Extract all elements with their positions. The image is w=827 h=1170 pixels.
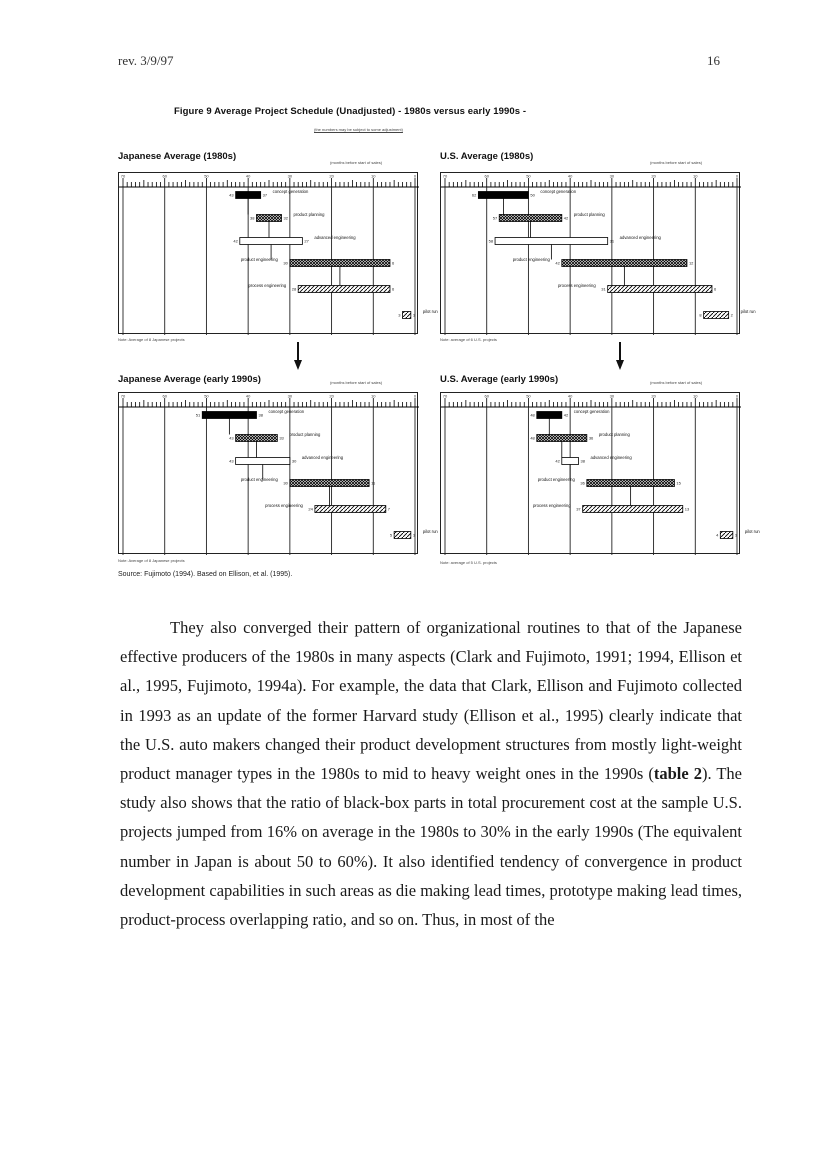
- panel-note-jp-1980s: Note: Average of 8 Japanese projects: [118, 337, 185, 342]
- bar-activity-label: pilot run: [740, 309, 756, 314]
- bar-end-value: 42: [563, 215, 569, 221]
- bar-end-value: 1: [412, 532, 416, 538]
- bar-start-value: 36: [580, 480, 585, 486]
- bar-end-value: 37: [262, 192, 268, 198]
- panel-subtitle-us-1980s: (months before start of sales): [650, 160, 703, 165]
- bar-start-value: 51: [195, 412, 201, 418]
- axis-tick-label: 60: [162, 393, 167, 399]
- bar-end-value: 13: [684, 506, 690, 512]
- axis-tick-label: 70: [120, 173, 126, 179]
- schedule-bar: [256, 215, 281, 222]
- bar-activity-label: pilot run: [422, 529, 438, 534]
- bar-end-value: 30: [291, 458, 297, 464]
- axis-tick-label: 10: [371, 393, 376, 399]
- bar-activity-label: concept generation: [573, 409, 610, 414]
- axis-tick-label: 0: [735, 173, 739, 179]
- schedule-bar: [236, 192, 261, 199]
- axis-tick-label: 60: [484, 393, 489, 399]
- schedule-chart-svg: [119, 173, 438, 335]
- schedule-bar: [583, 506, 683, 513]
- bar-start-value: 58: [488, 238, 494, 244]
- panel-note-us-1980s: Note: average of 6 U.S. projects: [440, 337, 497, 342]
- bar-end-value: 6: [391, 286, 395, 292]
- bar-start-value: 30: [283, 480, 288, 486]
- axis-tick-label: 40: [567, 393, 573, 399]
- axis-tick-label: 70: [442, 173, 448, 179]
- bar-start-value: 42: [233, 238, 238, 244]
- schedule-chart-us-1990s: [440, 392, 760, 554]
- axis-tick-label: 70: [120, 393, 126, 399]
- body-paragraph: [120, 613, 742, 934]
- bar-activity-label: product engineering: [537, 477, 575, 482]
- panel-note-us-1990s: Note: average of 5 U.S. projects: [440, 560, 497, 565]
- bar-activity-label: product planning: [289, 432, 321, 437]
- bar-start-value: 37: [576, 506, 581, 512]
- bar-activity-label: product planning: [573, 212, 605, 217]
- axis-tick-label: 0: [735, 393, 739, 399]
- axis-tick-label: 30: [287, 393, 293, 399]
- bar-end-value: 31: [609, 238, 615, 244]
- panel-subtitle-us-1990s: (months before start of sales): [650, 380, 703, 385]
- panel-title-us-1990s: U.S. Average (early 1990s): [440, 374, 559, 385]
- bar-start-value: 38: [250, 215, 255, 221]
- axis-tick-label: 50: [204, 173, 209, 179]
- bar-start-value: 4: [716, 532, 719, 538]
- schedule-bar: [499, 215, 562, 222]
- bar-activity-label: pilot run: [744, 529, 760, 534]
- panel-subtitle-jp-1980s: (months before start of sales): [330, 160, 383, 165]
- bar-activity-label: product engineering: [240, 477, 278, 482]
- panel-title-us-1980s: U.S. Average (1980s): [440, 151, 534, 162]
- axis-tick-label: 10: [693, 173, 698, 179]
- schedule-bar: [704, 312, 729, 319]
- bar-end-value: 15: [676, 480, 681, 486]
- schedule-chart-us-1980s: [440, 172, 756, 334]
- panel-title-jp-1980s: Japanese Average (1980s): [118, 151, 237, 162]
- bar-start-value: 24: [308, 506, 313, 512]
- schedule-bar: [587, 480, 675, 487]
- schedule-chart-svg: [441, 393, 760, 555]
- schedule-bar: [394, 532, 411, 539]
- schedule-bar: [236, 458, 290, 465]
- bar-activity-label: product engineering: [240, 257, 278, 262]
- bar-end-value: 6: [391, 260, 395, 266]
- axis-tick-label: 50: [526, 173, 531, 179]
- schedule-bar: [608, 286, 712, 293]
- schedule-bar: [562, 458, 579, 465]
- bar-activity-label: concept generation: [272, 189, 309, 194]
- axis-tick-label: 30: [609, 173, 615, 179]
- bar-activity-label: advanced engineering: [590, 455, 632, 460]
- schedule-bar: [315, 506, 386, 513]
- bar-end-value: 7: [387, 506, 391, 512]
- schedule-bar: [290, 260, 390, 267]
- axis-tick-label: 70: [442, 393, 448, 399]
- axis-tick-label: 60: [484, 173, 489, 179]
- bar-start-value: 31: [601, 286, 606, 292]
- bar-start-value: 43: [229, 458, 234, 464]
- schedule-bar: [562, 260, 687, 267]
- bar-start-value: 5: [389, 532, 393, 538]
- bar-activity-label: concept generation: [268, 409, 305, 414]
- bar-end-value: 32: [283, 215, 288, 221]
- bar-end-value: 36: [588, 435, 594, 441]
- bar-start-value: 30: [283, 260, 288, 266]
- axis-tick-label: 40: [245, 173, 251, 179]
- axis-tick-label: 50: [526, 393, 531, 399]
- schedule-bar: [298, 286, 390, 293]
- schedule-bar: [478, 192, 528, 199]
- bar-start-value: 43: [229, 435, 234, 441]
- axis-tick-label: 20: [651, 173, 656, 179]
- axis-tick-label: 0: [413, 173, 417, 179]
- schedule-bar: [537, 435, 587, 442]
- bar-end-value: 38: [580, 458, 585, 464]
- schedule-bar: [720, 532, 733, 539]
- body-text-part1: They also converged their pattern of organizational routines to that of the Japanese effective producers of the 1980s in many aspects (Clark and Fujimoto, 1991; 1994, Ellison et al., 1995, Fujimoto, 1994a). For example, the data that Clark, Ellison and Fujimoto collected in 1993 as an update of the former Harvard study (Ellison et al., 1995) clearly indicate that the U.S. auto makers changed their product development structures from mostly light-weight product manager types in the 1980s to mid to heavy weight ones in the 1990s (: [120, 618, 742, 784]
- down-arrow-icon: [616, 342, 624, 370]
- bar-start-value: 42: [555, 458, 560, 464]
- axis-tick-label: 20: [329, 173, 334, 179]
- axis-tick-label: 20: [329, 393, 334, 399]
- bar-activity-label: process engineering: [248, 283, 287, 288]
- bar-activity-label: process engineering: [265, 503, 303, 508]
- table-reference: table 2: [653, 764, 702, 784]
- axis-tick-label: 10: [693, 393, 698, 399]
- axis-tick-label: 60: [162, 173, 167, 179]
- bar-activity-label: pilot run: [422, 309, 438, 314]
- bar-end-value: 6: [713, 286, 717, 292]
- bar-start-value: 57: [492, 215, 498, 221]
- schedule-bar: [402, 312, 410, 319]
- bar-start-value: 43: [229, 192, 234, 198]
- bar-start-value: 48: [530, 412, 535, 418]
- axis-tick-label: 30: [609, 393, 615, 399]
- schedule-chart-svg: [441, 173, 756, 335]
- bar-activity-label: process engineering: [532, 503, 571, 508]
- bar-end-value: 27: [304, 238, 309, 244]
- header-date: rev. 3/9/97: [118, 53, 174, 68]
- bar-end-value: 1: [734, 532, 738, 538]
- bar-end-value: 2: [730, 312, 733, 318]
- bar-start-value: 48: [530, 435, 535, 441]
- schedule-bar: [290, 480, 369, 487]
- schedule-chart-jp-1980s: [118, 172, 438, 334]
- axis-tick-label: 10: [371, 173, 376, 179]
- bar-end-value: 38: [258, 412, 263, 418]
- bar-end-value: 12: [688, 260, 694, 266]
- axis-tick-label: 20: [651, 393, 656, 399]
- bar-activity-label: advanced engineering: [301, 455, 344, 460]
- page-number: 16: [707, 53, 720, 68]
- bar-start-value: 28: [291, 286, 297, 292]
- bar-end-value: 50: [530, 192, 535, 198]
- bar-activity-label: advanced engineering: [314, 235, 356, 240]
- panel-subtitle-jp-1990s: (months before start of sales): [330, 380, 383, 385]
- axis-tick-label: 40: [567, 173, 573, 179]
- bar-activity-label: advanced engineering: [619, 235, 661, 240]
- bar-end-value: 1: [412, 312, 416, 318]
- schedule-chart-svg: [119, 393, 438, 555]
- body-text-part2: ). The study also shows that the ratio of black-box parts in total procurement cost at the sample U.S. projects jumped from 16% on average in the 1980s to 30% in the early 1990s (The equivalent number in Japan is about 50 to 60%). It also identified tendency of convergence in product development capabilities in such areas as die making lead times, prototype making lead times, product-process overlapping ratio, and so on. Thus, in most of the: [120, 764, 742, 930]
- figure-note: (the numbers may be subject to some adjustment): [314, 127, 403, 132]
- bar-activity-label: product planning: [293, 212, 325, 217]
- bar-activity-label: concept generation: [540, 189, 577, 194]
- axis-tick-label: 0: [413, 393, 417, 399]
- bar-start-value: 42: [555, 260, 560, 266]
- down-arrow-icon: [294, 342, 302, 370]
- schedule-bar: [240, 238, 303, 245]
- schedule-bar: [202, 412, 256, 419]
- bar-start-value: 3: [398, 312, 401, 318]
- bar-activity-label: product engineering: [512, 257, 550, 262]
- schedule-bar: [236, 435, 278, 442]
- axis-tick-label: 40: [245, 393, 251, 399]
- bar-end-value: 42: [563, 412, 569, 418]
- figure-title: Figure 9 Average Project Schedule (Unadjusted) - 1980s versus early 1990s -: [174, 106, 527, 117]
- axis-tick-label: 30: [287, 173, 293, 179]
- panel-title-jp-1990s: Japanese Average (early 1990s): [118, 374, 261, 385]
- bar-end-value: 11: [371, 480, 376, 486]
- schedule-bar: [537, 412, 562, 419]
- figure-source: Source: Fujimoto (1994). Based on Ellison, et al. (1995).: [118, 571, 293, 578]
- bar-start-value: 8: [699, 312, 702, 318]
- bar-activity-label: process engineering: [557, 283, 596, 288]
- bar-start-value: 62: [471, 192, 477, 198]
- panel-note-jp-1990s: Note: Average of 8 Japanese projects: [118, 558, 185, 563]
- bar-end-value: 33: [279, 435, 284, 441]
- schedule-chart-jp-1990s: [118, 392, 438, 554]
- bar-activity-label: product planning: [598, 432, 630, 437]
- axis-tick-label: 50: [204, 393, 209, 399]
- schedule-bar: [495, 238, 608, 245]
